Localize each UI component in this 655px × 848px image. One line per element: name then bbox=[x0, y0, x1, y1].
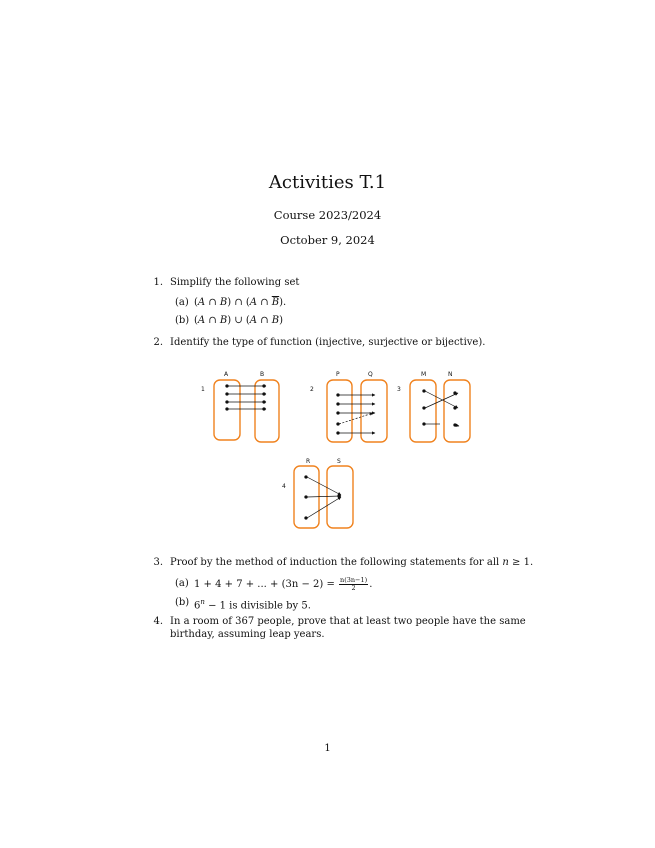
question-text: Proof by the method of induction the following statements for all n ≥ 1. bbox=[170, 557, 534, 568]
set-label-left: A bbox=[224, 371, 229, 378]
sum-formula: 1 + 4 + 7 + ... + (3n − 2) = $\frac{n(3n-1)}{2}$ . bbox=[194, 576, 373, 592]
set-label-left: R bbox=[306, 458, 311, 465]
document-title: Activities T.1 bbox=[268, 172, 387, 193]
question-number: 3. bbox=[153, 557, 163, 568]
codomain-set-oval bbox=[444, 380, 470, 442]
item-label: (a) bbox=[175, 297, 189, 308]
set-expression: (A ∩ B) ∩ (A ∩ $\overline{B}$). bbox=[194, 297, 287, 308]
question-text-line-2: birthday, assuming leap years. bbox=[170, 629, 325, 640]
page-number: 1 bbox=[324, 743, 331, 754]
diagram-number: 4 bbox=[282, 483, 286, 490]
diagram-1 bbox=[201, 371, 279, 442]
set-label-right: N bbox=[448, 371, 453, 378]
diagram-number: 3 bbox=[397, 386, 401, 393]
item-label: (a) bbox=[175, 578, 189, 589]
diagram-number: 1 bbox=[201, 386, 205, 393]
question-text: Identify the type of function (injective, surjective or bijective). bbox=[170, 337, 486, 348]
question-number: 4. bbox=[153, 616, 163, 627]
course-label: Course 2023/2024 bbox=[273, 208, 382, 222]
set-label-right: S bbox=[337, 458, 341, 465]
diagram-2 bbox=[310, 371, 387, 442]
diagram-3 bbox=[397, 371, 470, 442]
set-expression: (A ∩ B) ∪ (A ∩ B) bbox=[194, 315, 284, 326]
item-label: (b) bbox=[175, 315, 190, 326]
diagram-number: 2 bbox=[310, 386, 314, 393]
domain-set-oval bbox=[410, 380, 436, 442]
set-label-right: Q bbox=[368, 371, 373, 378]
diagram-4 bbox=[282, 458, 353, 528]
question-text-line-1: In a room of 367 people, prove that at least two people have the same bbox=[170, 616, 526, 627]
question-number: 2. bbox=[153, 337, 163, 348]
codomain-set-oval bbox=[255, 380, 279, 442]
set-label-left: M bbox=[421, 371, 427, 378]
divisibility-statement: $6^n - 1$ is divisible by 5. bbox=[194, 598, 311, 612]
question-number: 1. bbox=[153, 277, 163, 288]
date-label: October 9, 2024 bbox=[280, 233, 375, 247]
set-label-right: B bbox=[260, 371, 265, 378]
question-text: Simplify the following set bbox=[170, 277, 300, 288]
set-label-left: P bbox=[336, 371, 340, 378]
item-label: (b) bbox=[175, 597, 190, 608]
